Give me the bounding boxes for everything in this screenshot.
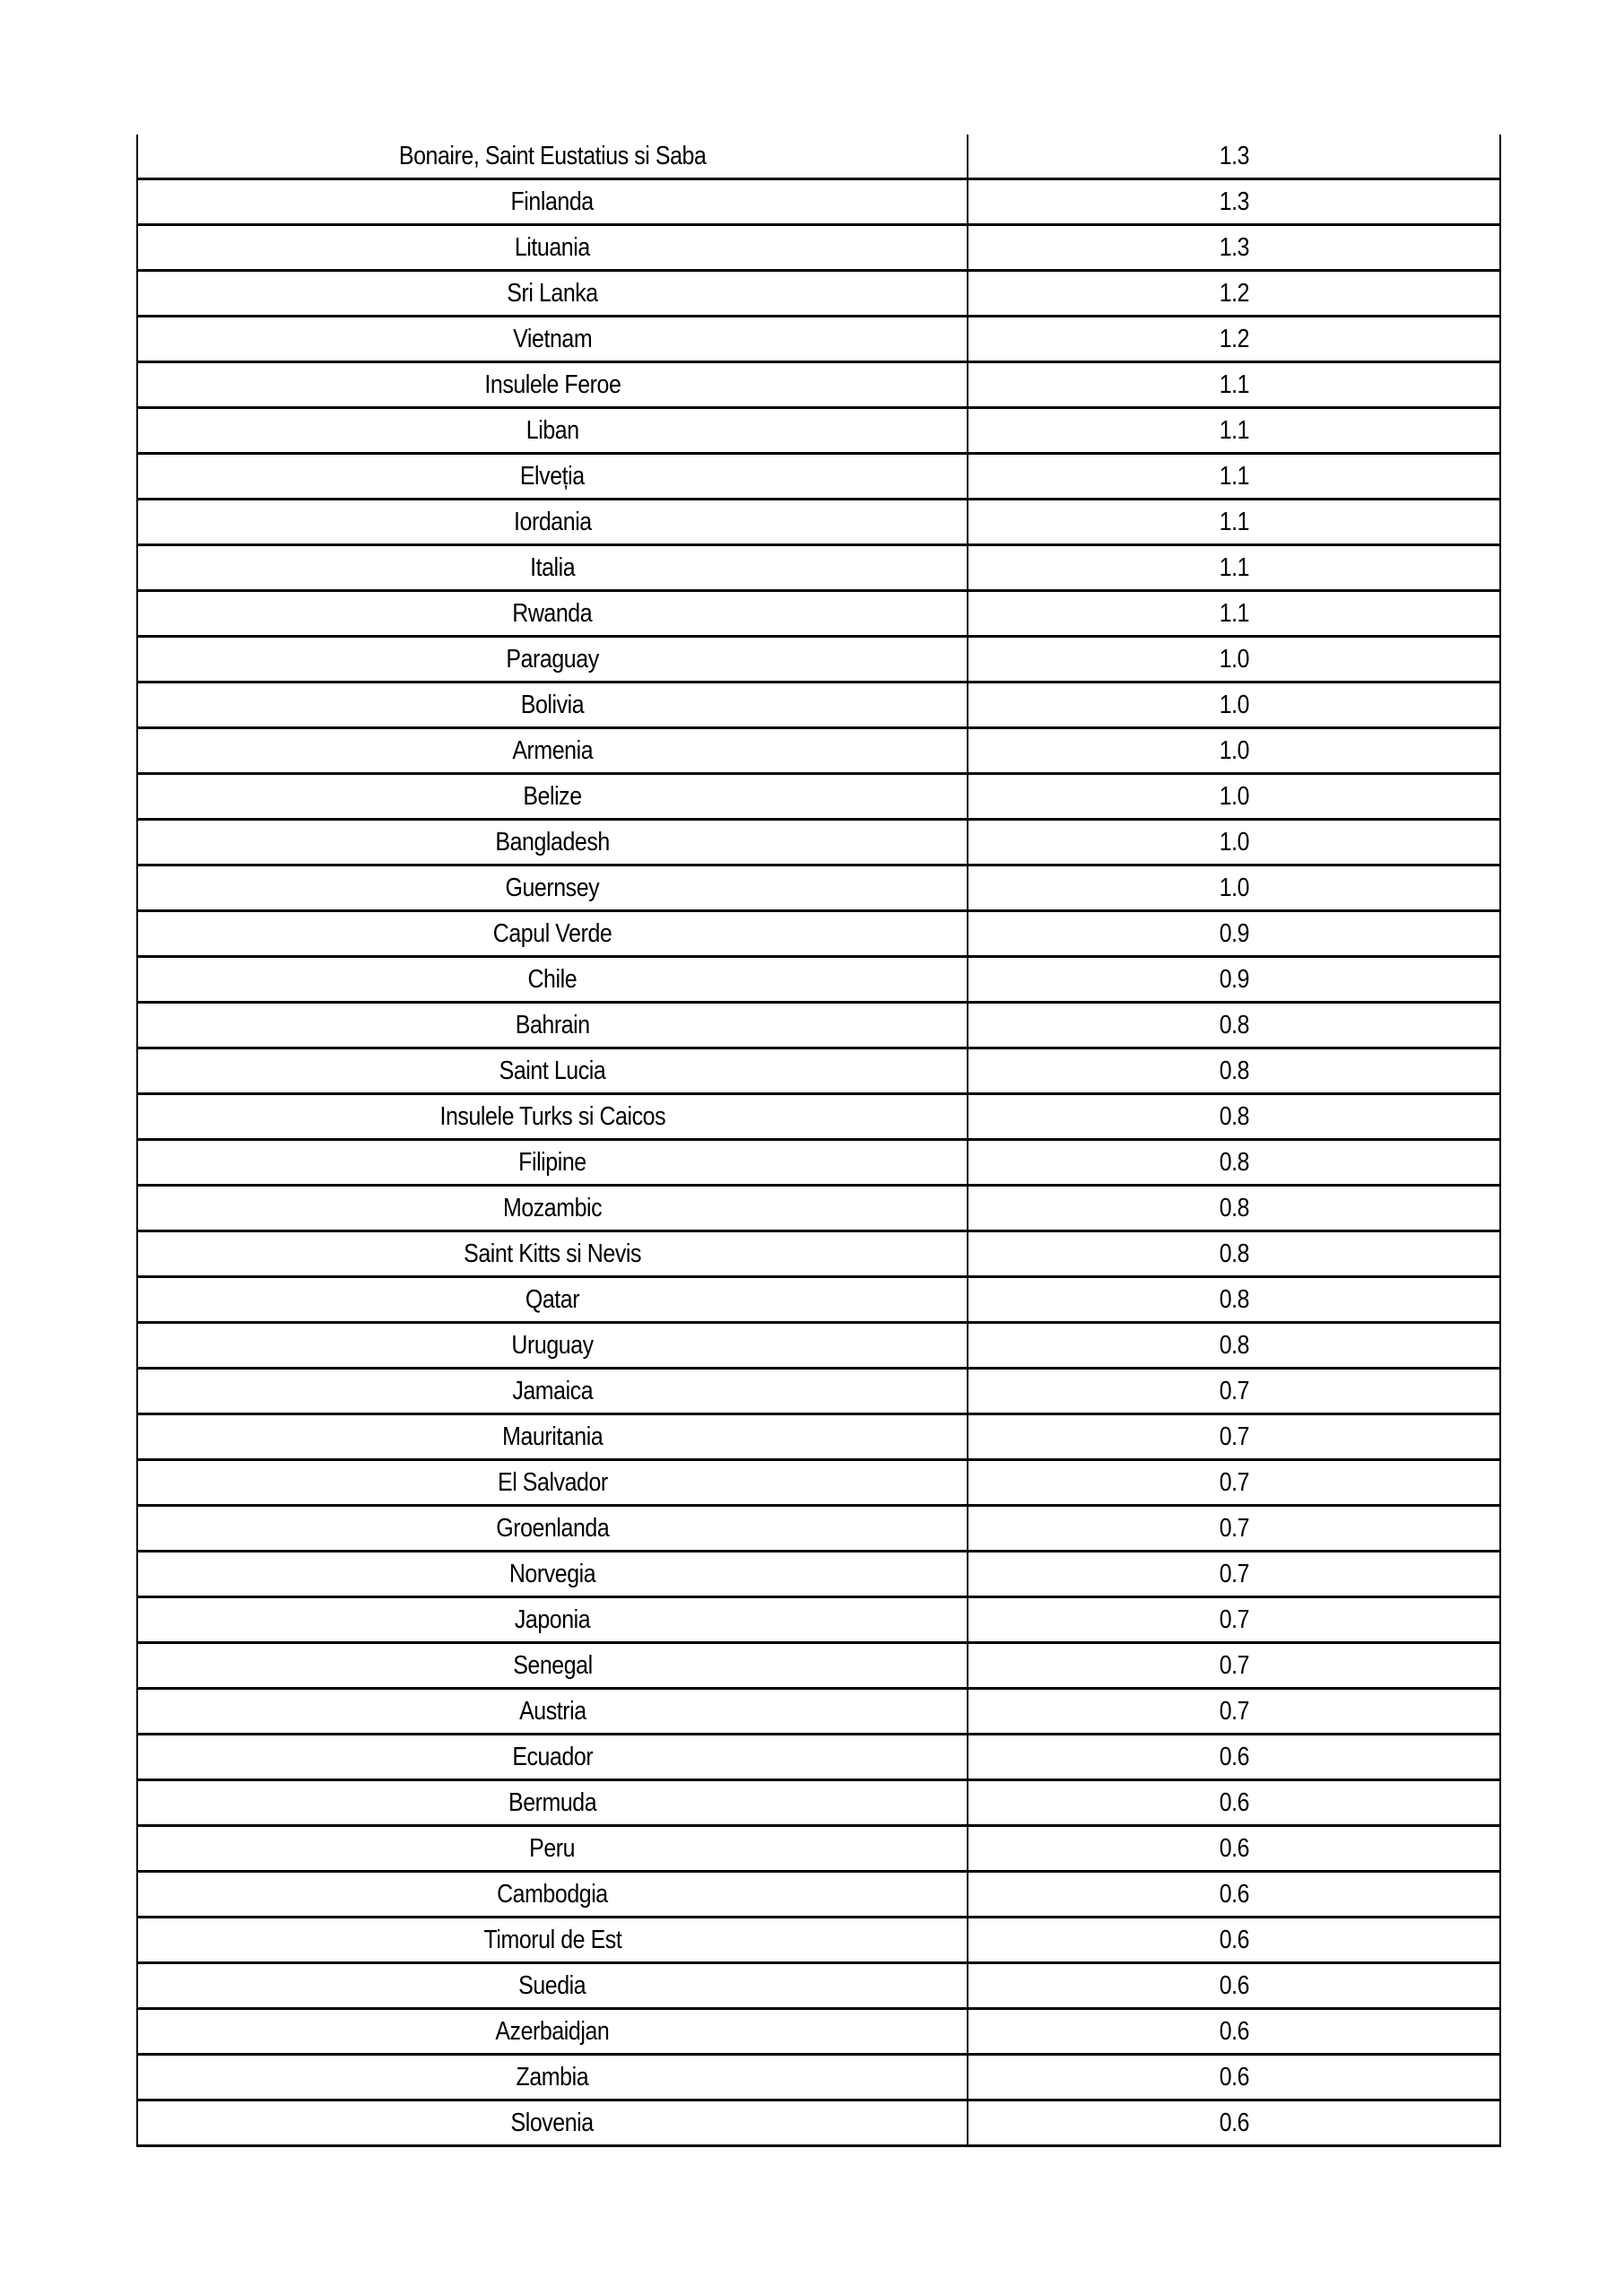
table-row (138, 2056, 1499, 2101)
value-text: 1.0 (1219, 781, 1249, 811)
country-name: Mozambic (502, 1193, 603, 1222)
value-text: 0.8 (1219, 1330, 1249, 1360)
value-cell (968, 1964, 1499, 2007)
country-name: Bonaire, Saint Eustatius si Saba (398, 141, 707, 170)
value-text: 1.1 (1219, 370, 1249, 399)
value-text: 0.8 (1219, 1284, 1249, 1314)
country-name: Uruguay (511, 1330, 594, 1360)
value-text: 0.6 (1219, 1787, 1249, 1817)
value-text: 0.8 (1219, 1239, 1249, 1268)
country-cell (138, 866, 968, 909)
table-row (138, 1781, 1499, 1827)
table-row (138, 912, 1499, 958)
country-name: Mauritania (501, 1422, 604, 1451)
value-cell (968, 1918, 1499, 1961)
country-cell (138, 1324, 968, 1367)
country-name: Capul Verde (492, 918, 612, 948)
value-text: 0.7 (1219, 1513, 1249, 1543)
country-name: Filipine (518, 1147, 586, 1177)
value-text: 0.7 (1219, 1376, 1249, 1405)
country-cell (138, 2056, 968, 2099)
country-name: Jamaica (512, 1376, 593, 1405)
value-text: 0.8 (1219, 1193, 1249, 1222)
table-row (138, 1004, 1499, 1049)
country-name: Chile (527, 964, 578, 994)
country-cell (138, 1187, 968, 1230)
value-cell (968, 1598, 1499, 1641)
country-name: Bahrain (515, 1010, 590, 1039)
table-row (138, 1964, 1499, 2010)
value-text: 0.7 (1219, 1605, 1249, 1634)
country-name: Senegal (512, 1650, 593, 1680)
value-cell (968, 1415, 1499, 1458)
country-cell (138, 1735, 968, 1779)
value-cell (968, 1461, 1499, 1504)
table-row (138, 409, 1499, 455)
value-cell (968, 2056, 1499, 2099)
value-text: 1.3 (1219, 187, 1249, 216)
table-row (138, 1507, 1499, 1552)
value-text: 0.8 (1219, 1147, 1249, 1177)
country-value-table (136, 135, 1501, 2147)
value-cell (968, 180, 1499, 223)
country-name: Timorul de Est (483, 1925, 621, 1954)
country-name: Azerbaidjan (495, 2016, 610, 2046)
value-cell (968, 1278, 1499, 1321)
table-row (138, 1461, 1499, 1507)
country-cell (138, 1598, 968, 1641)
value-cell (968, 1232, 1499, 1275)
value-text: 0.6 (1219, 2108, 1249, 2137)
value-text: 0.8 (1219, 1056, 1249, 1085)
country-cell (138, 180, 968, 223)
country-name: Qatar (525, 1284, 580, 1314)
value-text: 0.7 (1219, 1650, 1249, 1680)
value-cell (968, 729, 1499, 772)
value-text: 0.6 (1219, 1742, 1249, 1771)
table-row (138, 1324, 1499, 1370)
country-name: Guernsey (505, 873, 600, 902)
table-row (138, 135, 1499, 180)
value-cell (968, 2010, 1499, 2053)
value-cell (968, 1324, 1499, 1367)
value-text: 1.0 (1219, 690, 1249, 719)
country-cell (138, 1232, 968, 1275)
country-cell (138, 683, 968, 726)
value-cell (968, 638, 1499, 681)
table-row (138, 2101, 1499, 2147)
value-text: 1.1 (1219, 598, 1249, 628)
country-name: Lituania (515, 232, 590, 262)
table-row (138, 272, 1499, 317)
country-cell (138, 2010, 968, 2053)
country-cell (138, 317, 968, 361)
country-name: Bolivia (520, 690, 585, 719)
value-text: 0.7 (1219, 1422, 1249, 1451)
country-cell (138, 500, 968, 544)
value-cell (968, 1187, 1499, 1230)
value-cell (968, 821, 1499, 864)
table-row (138, 592, 1499, 638)
value-cell (968, 500, 1499, 544)
country-cell (138, 729, 968, 772)
table-row (138, 1918, 1499, 1964)
table-row (138, 1644, 1499, 1690)
value-text: 0.9 (1219, 918, 1249, 948)
country-cell (138, 546, 968, 589)
value-text: 1.0 (1219, 827, 1249, 857)
value-cell (968, 1781, 1499, 1824)
country-name: Vietnam (512, 324, 593, 353)
country-name: Sri Lanka (507, 278, 598, 308)
country-cell (138, 1690, 968, 1733)
country-name: Peru (529, 1833, 576, 1863)
country-name: Japonia (514, 1605, 591, 1634)
value-cell (968, 1370, 1499, 1413)
value-text: 0.6 (1219, 1970, 1249, 2000)
table-row (138, 180, 1499, 226)
country-name: Slovenia (510, 2108, 595, 2137)
country-cell (138, 1781, 968, 1824)
value-text: 0.7 (1219, 1696, 1249, 1726)
country-cell (138, 1049, 968, 1092)
table-row (138, 775, 1499, 821)
country-cell (138, 821, 968, 864)
value-cell (968, 363, 1499, 406)
country-cell (138, 1644, 968, 1687)
table-row (138, 866, 1499, 912)
country-name: Suedia (518, 1970, 586, 2000)
country-cell (138, 775, 968, 818)
value-cell (968, 546, 1499, 589)
value-cell (968, 1095, 1499, 1138)
country-name: Finlanda (510, 187, 595, 216)
table-row (138, 363, 1499, 409)
value-cell (968, 1004, 1499, 1047)
country-cell (138, 1461, 968, 1504)
country-cell (138, 1278, 968, 1321)
country-name: Italia (529, 552, 576, 582)
table-row (138, 455, 1499, 500)
country-cell (138, 1827, 968, 1870)
table-row (138, 500, 1499, 546)
value-cell (968, 1507, 1499, 1550)
country-cell (138, 1873, 968, 1916)
country-name: Armenia (512, 735, 593, 765)
value-text: 0.6 (1219, 2062, 1249, 2092)
country-cell (138, 1918, 968, 1961)
table-row (138, 2010, 1499, 2056)
country-cell (138, 1141, 968, 1184)
table-row (138, 729, 1499, 775)
country-name: Groenlanda (495, 1513, 610, 1543)
country-cell (138, 592, 968, 635)
value-cell (968, 683, 1499, 726)
table-row (138, 1232, 1499, 1278)
table-row (138, 1827, 1499, 1873)
value-text: 0.6 (1219, 2016, 1249, 2046)
value-cell (968, 2101, 1499, 2144)
value-text: 0.9 (1219, 964, 1249, 994)
value-text: 1.0 (1219, 735, 1249, 765)
value-text: 1.2 (1219, 278, 1249, 308)
value-text: 0.6 (1219, 1925, 1249, 1954)
value-cell (968, 272, 1499, 315)
value-text: 1.1 (1219, 552, 1249, 582)
value-cell (968, 1049, 1499, 1092)
country-name: Liban (525, 415, 579, 445)
table-row (138, 1187, 1499, 1232)
country-name: Bermuda (508, 1787, 597, 1817)
table-row (138, 226, 1499, 272)
table-row (138, 638, 1499, 683)
country-name: Ecuador (512, 1742, 593, 1771)
value-text: 1.0 (1219, 644, 1249, 674)
country-cell (138, 226, 968, 269)
country-name: Rwanda (512, 598, 593, 628)
country-cell (138, 1095, 968, 1138)
table-row (138, 958, 1499, 1004)
value-cell (968, 1735, 1499, 1779)
value-text: 0.6 (1219, 1879, 1249, 1909)
value-text: 1.0 (1219, 873, 1249, 902)
country-cell (138, 135, 968, 178)
value-cell (968, 1644, 1499, 1687)
table-row (138, 1095, 1499, 1141)
value-cell (968, 317, 1499, 361)
value-cell (968, 592, 1499, 635)
table-row (138, 1049, 1499, 1095)
table-row (138, 821, 1499, 866)
table-row (138, 1690, 1499, 1735)
country-name: Insulele Turks si Caicos (439, 1101, 665, 1131)
value-text: 0.8 (1219, 1010, 1249, 1039)
value-cell (968, 958, 1499, 1001)
country-name: Iordania (513, 507, 592, 536)
value-cell (968, 912, 1499, 955)
country-name: Norvegia (508, 1559, 596, 1588)
country-cell (138, 455, 968, 498)
country-cell (138, 1415, 968, 1458)
country-name: Paraguay (506, 644, 599, 674)
country-name: El Salvador (497, 1467, 608, 1497)
country-cell (138, 1552, 968, 1596)
country-cell (138, 1964, 968, 2007)
value-cell (968, 1827, 1499, 1870)
value-cell (968, 409, 1499, 452)
country-name: Belize (523, 781, 582, 811)
value-text: 1.3 (1219, 232, 1249, 262)
country-name: Saint Kitts si Nevis (464, 1239, 641, 1268)
table-row (138, 317, 1499, 363)
country-name: Insulele Feroe (483, 370, 621, 399)
country-cell (138, 638, 968, 681)
country-cell (138, 958, 968, 1001)
table-row (138, 1873, 1499, 1918)
table-row (138, 683, 1499, 729)
value-text: 1.1 (1219, 507, 1249, 536)
value-text: 1.1 (1219, 415, 1249, 445)
table-row (138, 1598, 1499, 1644)
value-cell (968, 1690, 1499, 1733)
value-cell (968, 1141, 1499, 1184)
country-cell (138, 272, 968, 315)
table-row (138, 1278, 1499, 1324)
country-name: Saint Lucia (499, 1056, 606, 1085)
country-cell (138, 912, 968, 955)
value-cell (968, 775, 1499, 818)
table-row (138, 1370, 1499, 1415)
value-cell (968, 1552, 1499, 1596)
value-text: 0.8 (1219, 1101, 1249, 1131)
value-text: 1.2 (1219, 324, 1249, 353)
value-cell (968, 866, 1499, 909)
country-cell (138, 1507, 968, 1550)
table-row (138, 546, 1499, 592)
value-text: 0.6 (1219, 1833, 1249, 1863)
country-name: Zambia (516, 2062, 589, 2092)
country-cell (138, 409, 968, 452)
value-cell (968, 455, 1499, 498)
country-cell (138, 363, 968, 406)
country-name: Cambodgia (497, 1879, 608, 1909)
value-cell (968, 1873, 1499, 1916)
value-text: 1.3 (1219, 141, 1249, 170)
value-cell (968, 226, 1499, 269)
country-name: Bangladesh (495, 827, 610, 857)
country-name: Austria (518, 1696, 586, 1726)
country-cell (138, 1004, 968, 1047)
value-text: 0.7 (1219, 1467, 1249, 1497)
country-cell (138, 2101, 968, 2144)
value-text: 1.1 (1219, 461, 1249, 491)
table-row (138, 1141, 1499, 1187)
value-cell (968, 135, 1499, 178)
country-cell (138, 1370, 968, 1413)
country-name: Elveția (520, 461, 585, 491)
table-row (138, 1415, 1499, 1461)
value-text: 0.7 (1219, 1559, 1249, 1588)
table-row (138, 1735, 1499, 1781)
table-row (138, 1552, 1499, 1598)
